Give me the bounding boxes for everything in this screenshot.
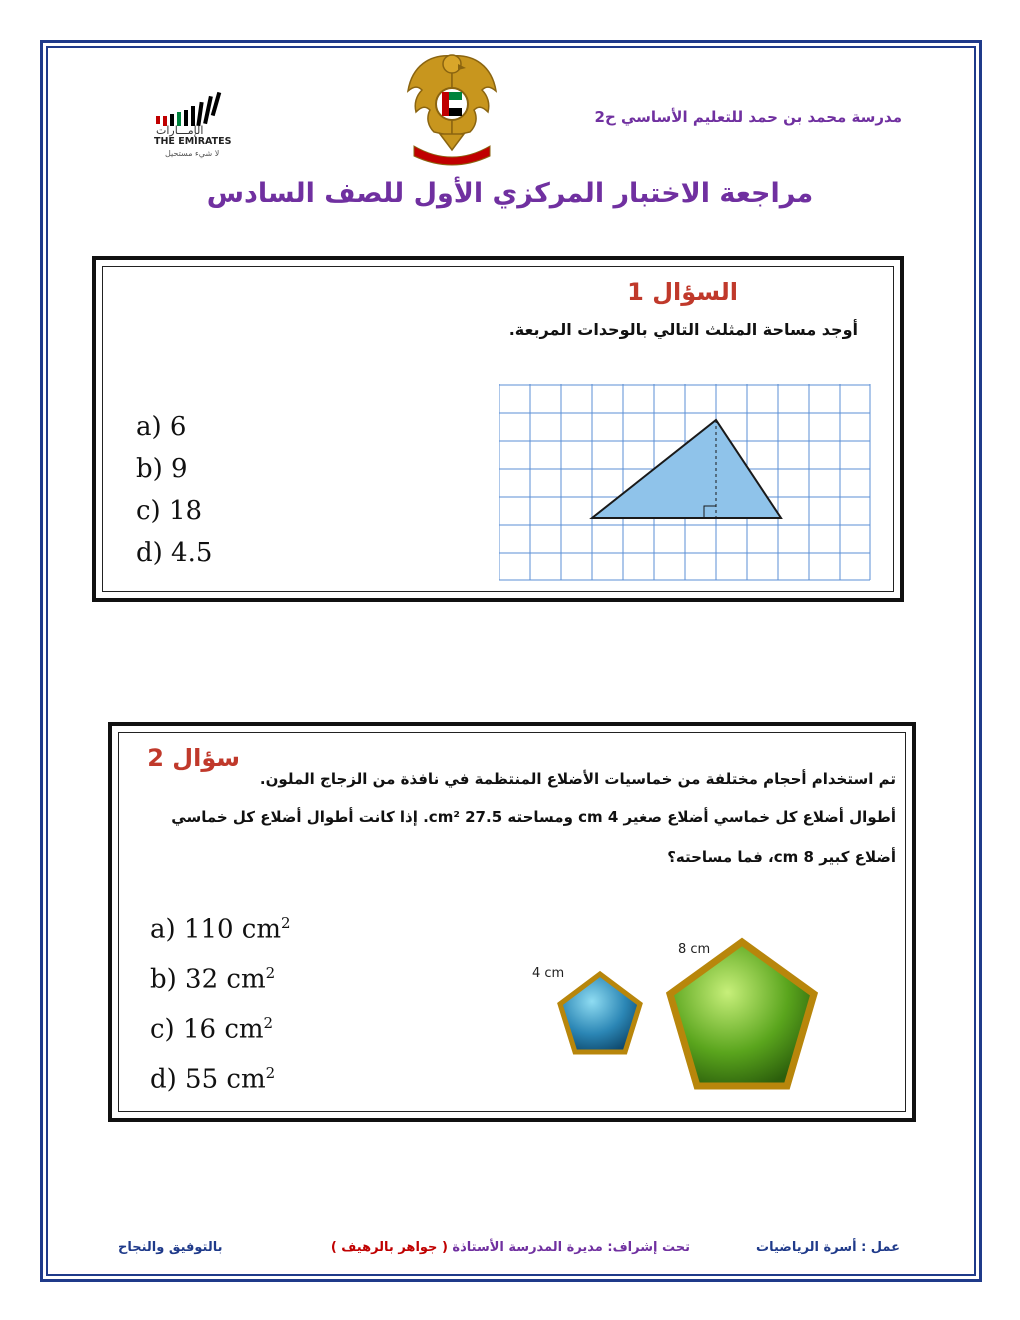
emirates-logo-slogan: لا شيء مستحيل — [165, 149, 220, 158]
question-1-number: 1 — [627, 278, 644, 306]
large-pentagon — [670, 942, 814, 1086]
pentagons-figure — [552, 934, 852, 1094]
footer-supervisor: ( جواهر بالرهيف ) — [330, 1240, 448, 1255]
question-2-number: 2 — [147, 744, 164, 772]
footer-supervision: تحت إشراف: مديرة المدرسة الأستاذة ( جواهر بالرهيف ) — [330, 1240, 690, 1255]
small-pentagon — [560, 974, 640, 1052]
question-2-choice-c[interactable]: c) 16 $cm^2$ — [150, 1014, 274, 1045]
question-1-prompt: أوجد مساحة المثلث التالي بالوحدات المربعة. — [508, 320, 858, 339]
question-2-box — [108, 722, 916, 1122]
question-1-choice-c[interactable]: c) 18 — [136, 496, 203, 526]
question-2-line-2: أطوال أضلاع كل خماسي أضلاع صغير 4 cm ومساحته 27.5 cm². إذا كانت أطوال أضلاع كل خماسي — [171, 808, 896, 826]
footer-work: عمل : أسرة الرياضيات — [756, 1240, 900, 1255]
footer-wishes: بالتوفيق والنجاح — [118, 1240, 223, 1255]
question-2-line-1: تم استخدام أحجام مختلفة من خماسيات الأضلاع المنتظمة في نافذة من الزجاج الملون. — [259, 770, 896, 788]
emirates-logo-text-en: THE EMIRATES — [154, 136, 232, 147]
question-1-box — [92, 256, 904, 602]
question-1-choice-a[interactable]: a) 6 — [136, 412, 187, 442]
page-title: مراجعة الاختبار المركزي الأول للصف السادس — [206, 178, 814, 209]
question-2-choice-a[interactable]: a) 110 $cm^2$ — [150, 914, 291, 945]
emirates-logo-text-ar: الإمـــارات — [156, 124, 204, 137]
question-1-label: السؤال 1 — [627, 278, 738, 306]
school-name: مدرسة محمد بن حمد للتعليم الأساسي ح2 — [594, 108, 902, 126]
question-2-label: سؤال 2 — [147, 744, 240, 772]
large-pentagon-label: 8 cm — [678, 942, 711, 957]
small-pentagon-label: 4 cm — [532, 966, 565, 981]
question-2-choice-d[interactable]: d) 55 $cm^2$ — [150, 1064, 276, 1095]
question-2-line-3: أضلاع كبير 8 cm، فما مساحته؟ — [667, 848, 896, 866]
question-2-choice-b[interactable]: b) 32 $cm^2$ — [150, 964, 276, 995]
triangle-grid-figure — [499, 384, 871, 584]
question-1-choice-d[interactable]: d) 4.5 — [136, 538, 213, 568]
question-1-choice-b[interactable]: b) 9 — [136, 454, 188, 484]
uae-emblem-icon — [400, 46, 505, 166]
